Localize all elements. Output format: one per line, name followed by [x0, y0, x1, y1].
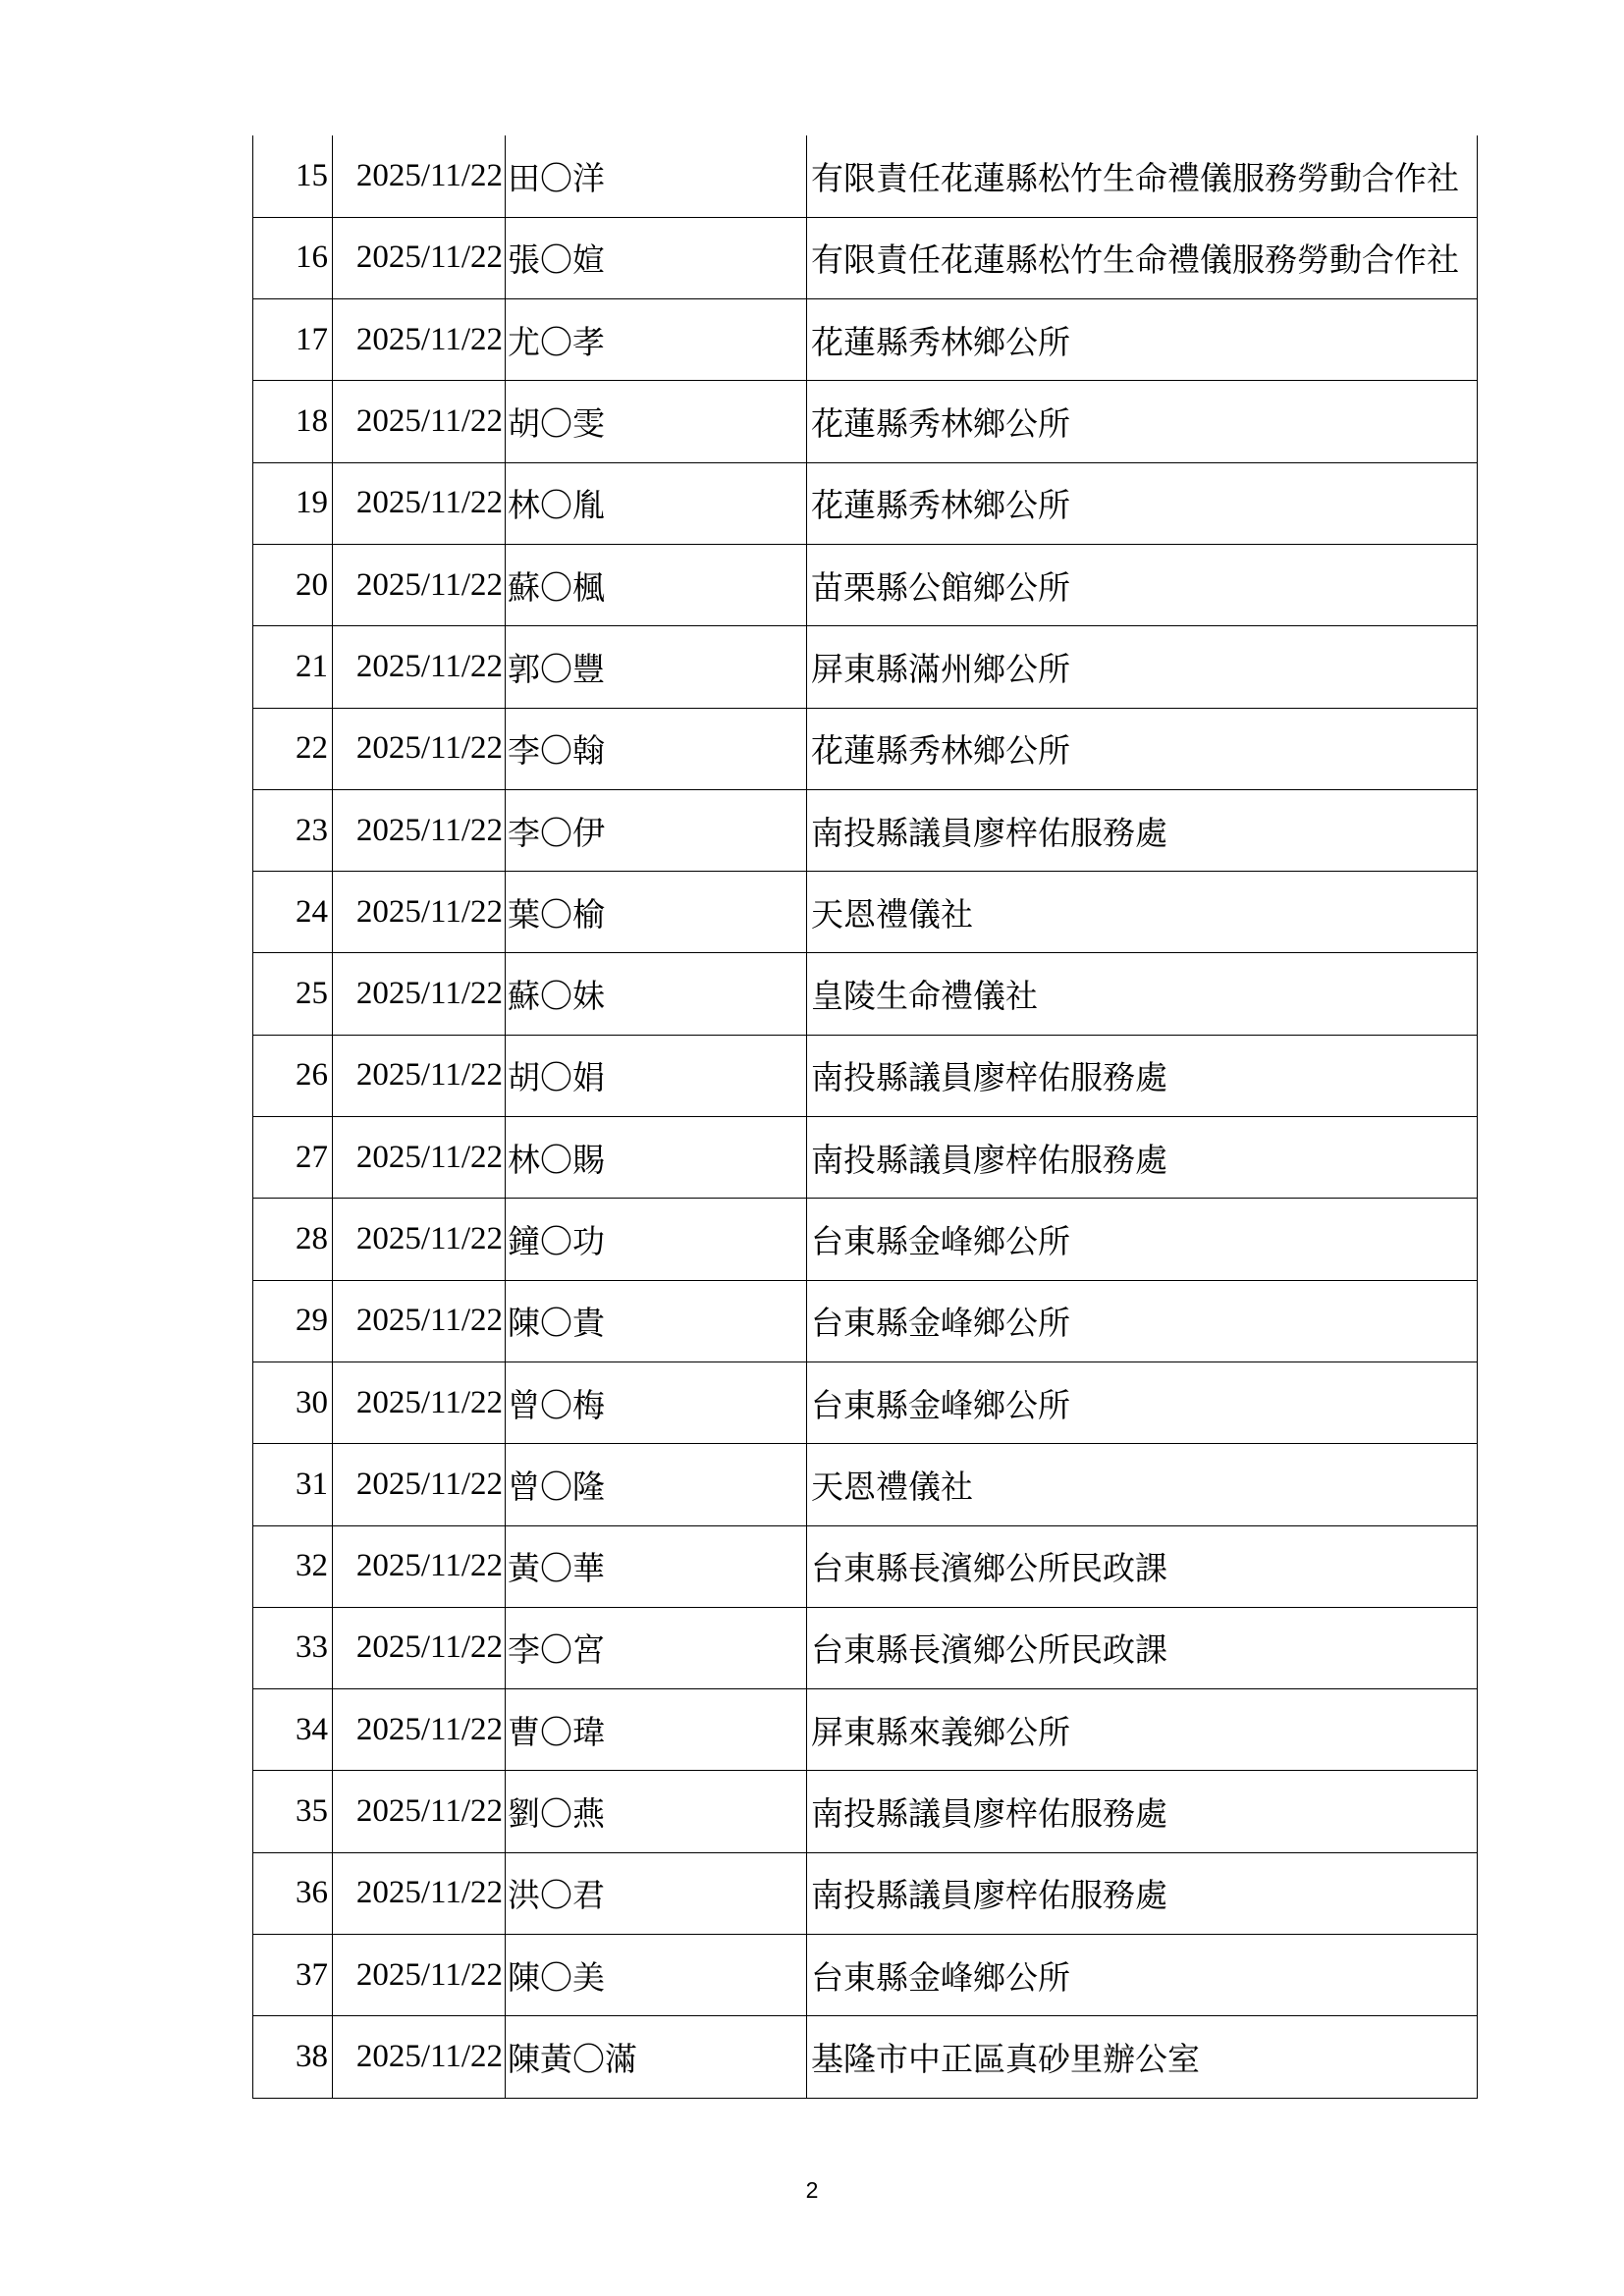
organization-cell: 花蓮縣秀林鄉公所: [807, 299, 1478, 381]
organization-cell: 南投縣議員廖梓佑服務處: [807, 1771, 1478, 1852]
date-cell: 2025/11/22: [333, 1852, 506, 1934]
attendee-table-body: [253, 135, 1478, 2098]
table-row: [253, 1035, 1478, 1116]
name-cell: 蘇〇楓: [506, 544, 807, 625]
name-cell: 林〇胤: [506, 462, 807, 544]
date-cell: 2025/11/22: [333, 1771, 506, 1852]
date-cell: 2025/11/22: [333, 789, 506, 871]
date-cell: 2025/11/22: [333, 135, 506, 217]
row-number-cell: 25: [253, 953, 333, 1035]
row-number-cell: 37: [253, 1935, 333, 2016]
date-cell: 2025/11/22: [333, 1199, 506, 1280]
name-cell: 鐘〇功: [506, 1199, 807, 1280]
table-row: [253, 953, 1478, 1035]
row-number-cell: 27: [253, 1117, 333, 1199]
date-cell: 2025/11/22: [333, 1280, 506, 1362]
table-row: [253, 1771, 1478, 1852]
table-row: [253, 1444, 1478, 1525]
organization-cell: 天恩禮儀社: [807, 1444, 1478, 1525]
date-cell: 2025/11/22: [333, 299, 506, 381]
row-number-cell: 34: [253, 1689, 333, 1771]
organization-cell: 苗栗縣公館鄉公所: [807, 544, 1478, 625]
row-number-cell: 17: [253, 299, 333, 381]
table-row: [253, 626, 1478, 708]
organization-cell: 花蓮縣秀林鄉公所: [807, 381, 1478, 462]
organization-cell: 天恩禮儀社: [807, 872, 1478, 953]
date-cell: 2025/11/22: [333, 217, 506, 298]
date-cell: 2025/11/22: [333, 1117, 506, 1199]
row-number-cell: 19: [253, 462, 333, 544]
table-row: [253, 1117, 1478, 1199]
date-cell: 2025/11/22: [333, 626, 506, 708]
date-cell: 2025/11/22: [333, 1935, 506, 2016]
page-number: 2: [805, 2177, 819, 2203]
table-row: [253, 381, 1478, 462]
row-number-cell: 23: [253, 789, 333, 871]
table-row: [253, 708, 1478, 789]
date-cell: 2025/11/22: [333, 462, 506, 544]
table-row: [253, 872, 1478, 953]
row-number-cell: 15: [253, 135, 333, 217]
name-cell: 張〇媗: [506, 217, 807, 298]
organization-cell: 花蓮縣秀林鄉公所: [807, 708, 1478, 789]
row-number-cell: 32: [253, 1525, 333, 1607]
row-number-cell: 24: [253, 872, 333, 953]
table-row: [253, 2016, 1478, 2098]
name-cell: 曾〇梅: [506, 1362, 807, 1443]
table-row: [253, 1362, 1478, 1443]
table-row: [253, 1852, 1478, 1934]
table-row: [253, 1199, 1478, 1280]
name-cell: 葉〇榆: [506, 872, 807, 953]
row-number-cell: 35: [253, 1771, 333, 1852]
name-cell: 胡〇雯: [506, 381, 807, 462]
row-number-cell: 33: [253, 1607, 333, 1688]
name-cell: 洪〇君: [506, 1852, 807, 1934]
date-cell: 2025/11/22: [333, 1035, 506, 1116]
table-row: [253, 1689, 1478, 1771]
name-cell: 陳〇美: [506, 1935, 807, 2016]
organization-cell: 台東縣金峰鄉公所: [807, 1362, 1478, 1443]
date-cell: 2025/11/22: [333, 1444, 506, 1525]
organization-cell: 屏東縣滿州鄉公所: [807, 626, 1478, 708]
table-row: [253, 217, 1478, 298]
row-number-cell: 36: [253, 1852, 333, 1934]
date-cell: 2025/11/22: [333, 1607, 506, 1688]
row-number-cell: 29: [253, 1280, 333, 1362]
table-row: [253, 135, 1478, 217]
date-cell: 2025/11/22: [333, 1525, 506, 1607]
row-number-cell: 28: [253, 1199, 333, 1280]
name-cell: 李〇宮: [506, 1607, 807, 1688]
organization-cell: 南投縣議員廖梓佑服務處: [807, 1117, 1478, 1199]
date-cell: 2025/11/22: [333, 1362, 506, 1443]
name-cell: 曾〇隆: [506, 1444, 807, 1525]
organization-cell: 皇陵生命禮儀社: [807, 953, 1478, 1035]
date-cell: 2025/11/22: [333, 381, 506, 462]
organization-cell: 花蓮縣秀林鄉公所: [807, 462, 1478, 544]
table-row: [253, 544, 1478, 625]
table-row: [253, 1525, 1478, 1607]
organization-cell: 屏東縣來義鄉公所: [807, 1689, 1478, 1771]
date-cell: 2025/11/22: [333, 953, 506, 1035]
name-cell: 田〇洋: [506, 135, 807, 217]
row-number-cell: 30: [253, 1362, 333, 1443]
table-row: [253, 1935, 1478, 2016]
date-cell: 2025/11/22: [333, 872, 506, 953]
name-cell: 陳〇貴: [506, 1280, 807, 1362]
table-row: [253, 462, 1478, 544]
name-cell: 林〇賜: [506, 1117, 807, 1199]
name-cell: 胡〇娟: [506, 1035, 807, 1116]
row-number-cell: 22: [253, 708, 333, 789]
organization-cell: 南投縣議員廖梓佑服務處: [807, 789, 1478, 871]
table-row: [253, 789, 1478, 871]
date-cell: 2025/11/22: [333, 1689, 506, 1771]
organization-cell: 基隆市中正區真砂里辦公室: [807, 2016, 1478, 2098]
name-cell: 曹〇瑋: [506, 1689, 807, 1771]
row-number-cell: 26: [253, 1035, 333, 1116]
table-row: [253, 1607, 1478, 1688]
organization-cell: 台東縣長濱鄉公所民政課: [807, 1607, 1478, 1688]
attendee-table: [252, 135, 1478, 2099]
row-number-cell: 18: [253, 381, 333, 462]
name-cell: 郭〇豐: [506, 626, 807, 708]
name-cell: 李〇翰: [506, 708, 807, 789]
date-cell: 2025/11/22: [333, 2016, 506, 2098]
name-cell: 蘇〇妹: [506, 953, 807, 1035]
row-number-cell: 20: [253, 544, 333, 625]
row-number-cell: 31: [253, 1444, 333, 1525]
name-cell: 黃〇華: [506, 1525, 807, 1607]
table-row: [253, 1280, 1478, 1362]
organization-cell: 台東縣金峰鄉公所: [807, 1199, 1478, 1280]
table-row: [253, 299, 1478, 381]
name-cell: 尤〇孝: [506, 299, 807, 381]
row-number-cell: 21: [253, 626, 333, 708]
name-cell: 李〇伊: [506, 789, 807, 871]
organization-cell: 台東縣長濱鄉公所民政課: [807, 1525, 1478, 1607]
organization-cell: 南投縣議員廖梓佑服務處: [807, 1035, 1478, 1116]
name-cell: 陳黃〇滿: [506, 2016, 807, 2098]
name-cell: 劉〇燕: [506, 1771, 807, 1852]
organization-cell: 有限責任花蓮縣松竹生命禮儀服務勞動合作社: [807, 217, 1478, 298]
row-number-cell: 16: [253, 217, 333, 298]
organization-cell: 有限責任花蓮縣松竹生命禮儀服務勞動合作社: [807, 135, 1478, 217]
organization-cell: 南投縣議員廖梓佑服務處: [807, 1852, 1478, 1934]
row-number-cell: 38: [253, 2016, 333, 2098]
date-cell: 2025/11/22: [333, 544, 506, 625]
organization-cell: 台東縣金峰鄉公所: [807, 1935, 1478, 2016]
date-cell: 2025/11/22: [333, 708, 506, 789]
organization-cell: 台東縣金峰鄉公所: [807, 1280, 1478, 1362]
